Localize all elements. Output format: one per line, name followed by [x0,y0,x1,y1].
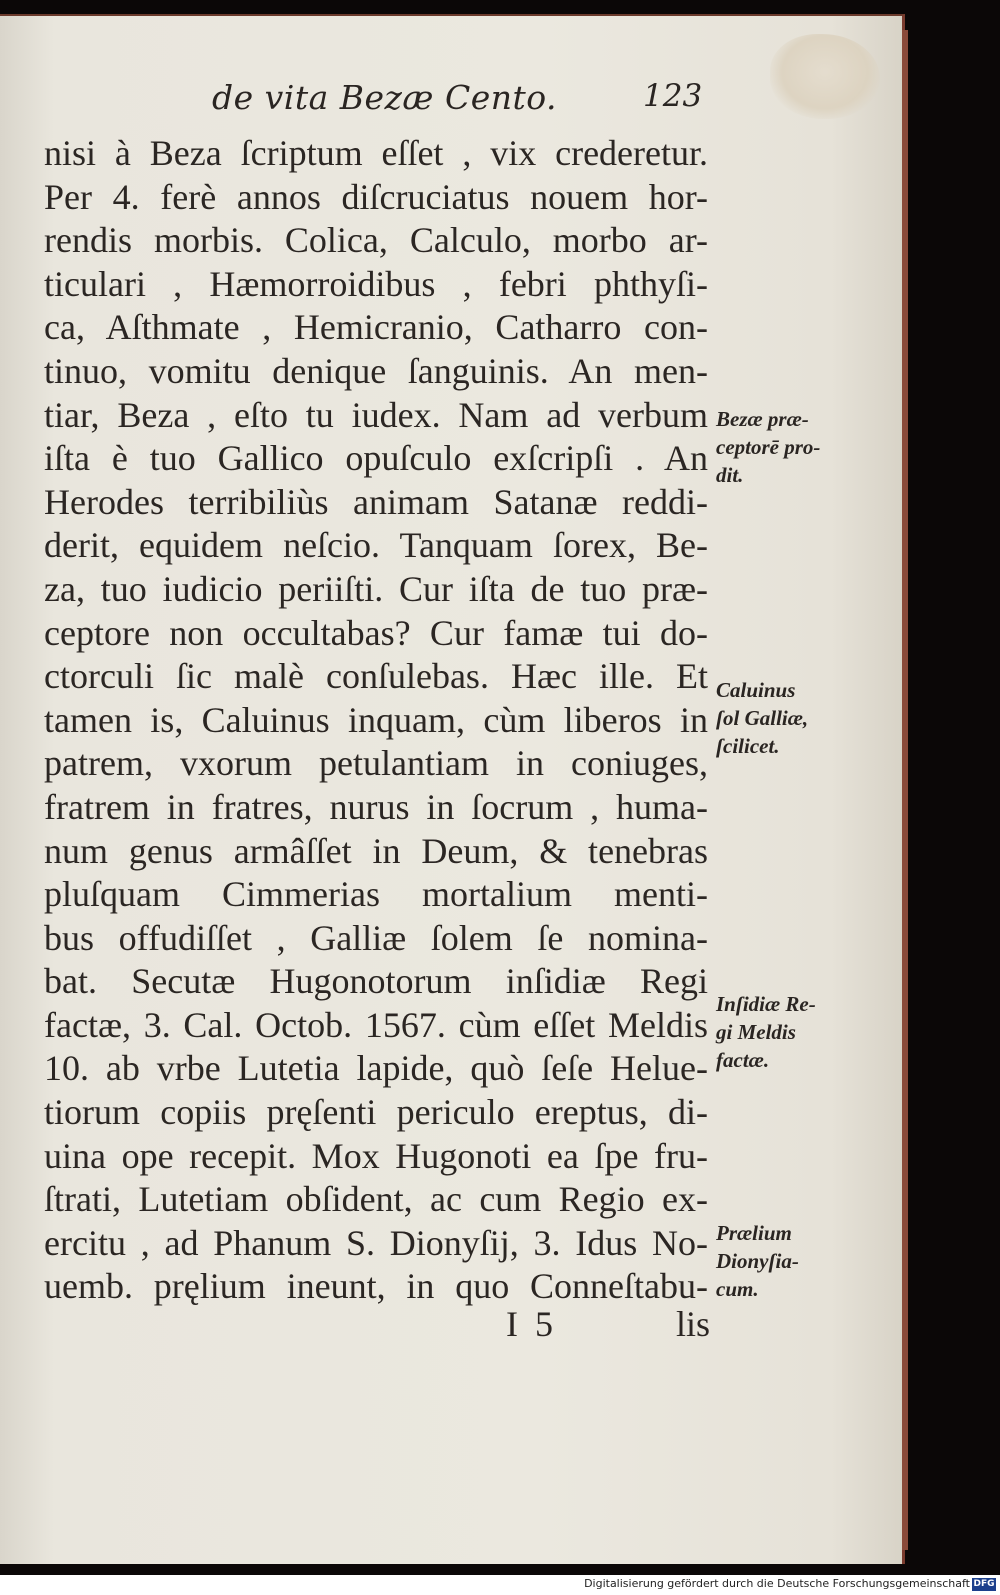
text-line: ctorculi ſic malè conſulebas. Hæc ille. Et [44,656,708,697]
text-line: pluſquam Cimmerias mortalium menti- [44,874,708,915]
text-line: patrem, vxorum petulantiam in coniuges, [44,743,708,784]
text-line: num genus armâſſet in Deum, & tenebras [44,830,708,871]
marginal-note [716,1219,856,1303]
marginal-line: dit. [716,463,744,487]
text-line: ceptore non occultabas? Cur famæ tui do- [44,612,708,653]
text-line: nisi à Beza ſcriptum eſſet , vix crederetur. [44,133,708,173]
marginal-note [716,676,856,760]
footer-credit: Digitalisierung gefördert durch die Deutsche Forschungsgemeinschaft [584,1577,970,1590]
text-line: tiar, Beza , eſto tu iudex. Nam ad verbum [44,394,708,435]
text-line: tamen is, Caluinus inquam, cùm liberos in [44,699,708,740]
marginal-note [716,990,856,1074]
marginal-line: Prælium [716,1221,792,1245]
marginal-line: Dionyſia- [716,1249,799,1273]
text-line: ercitu , ad Phanum S. Dionyſij, 3. Idus No- [44,1222,708,1263]
text-line: tiorum copiis pręſenti periculo ereptus, di- [44,1092,708,1133]
text-line: bat. Secutæ Hugonotorum inſidiæ Regi [44,961,708,1002]
text-line: Per 4. ferè annos diſcruciatus nouem hor- [44,176,708,217]
text-line: uemb. pręlium ineunt, in quo Conneſtabu- [44,1266,708,1307]
text-line: ca, Aſthmate , Hemicranio, Catharro con- [44,307,708,348]
marginal-line: Caluinus [716,678,796,702]
marginal-line: ſol Galliæ, [716,706,809,730]
running-head: de vita Bezæ Cento. [212,78,558,117]
marginal-note [716,405,856,489]
marginal-line: Bezæ præ- [716,407,809,431]
catchword: lis [676,1304,711,1344]
text-line: 10. ab vrbe Lutetia lapide, quò ſeſe Helue- [44,1048,708,1089]
marginal-line: ceptorē pro- [716,435,821,459]
marginal-line: factæ. [716,1048,770,1072]
signature-mark: I 5 [506,1304,557,1344]
text-line: ticulari , Hæmorroidibus , febri phthyſi- [44,263,708,304]
text-line: factæ, 3. Cal. Octob. 1567. cùm eſſet Meldis [44,1004,708,1045]
text-line: tinuo, vomitu denique ſanguinis. An men- [44,350,708,391]
text-line: Herodes terribiliùs animam Satanæ reddi- [44,481,708,522]
text-line: rendis morbis. Colica, Calculo, morbo ar- [44,220,708,261]
text-line: derit, equidem neſcio. Tanquam ſorex, Be- [44,525,708,566]
dfg-logo-icon: DFG [973,1579,995,1589]
marginal-line: gi Meldis [716,1020,796,1044]
text-line: za, tuo iudicio periiſti. Cur iſta de tuo præ- [44,568,708,609]
marginal-line: ſcilicet. [716,734,780,758]
text-line: uina ope recepit. Mox Hugonoti ea ſpe fru- [44,1135,708,1176]
text-line: ſtrati, Lutetiam obſident, ac cum Regio ex- [44,1179,708,1220]
page-edge [902,30,908,1550]
marginal-line: cum. [716,1277,759,1301]
marginal-line: Inſidiæ Re- [716,992,816,1016]
body-text [44,132,708,1309]
page-number: 123 [643,78,703,114]
text-line: iſta è tuo Gallico opuſculo exſcripſi . An [44,438,708,479]
water-stain [770,34,880,119]
text-line: fratrem in fratres, nurus in ſocrum , huma- [44,786,708,827]
text-line: bus offudiſſet , Galliæ ſolem ſe nomina- [44,917,708,958]
